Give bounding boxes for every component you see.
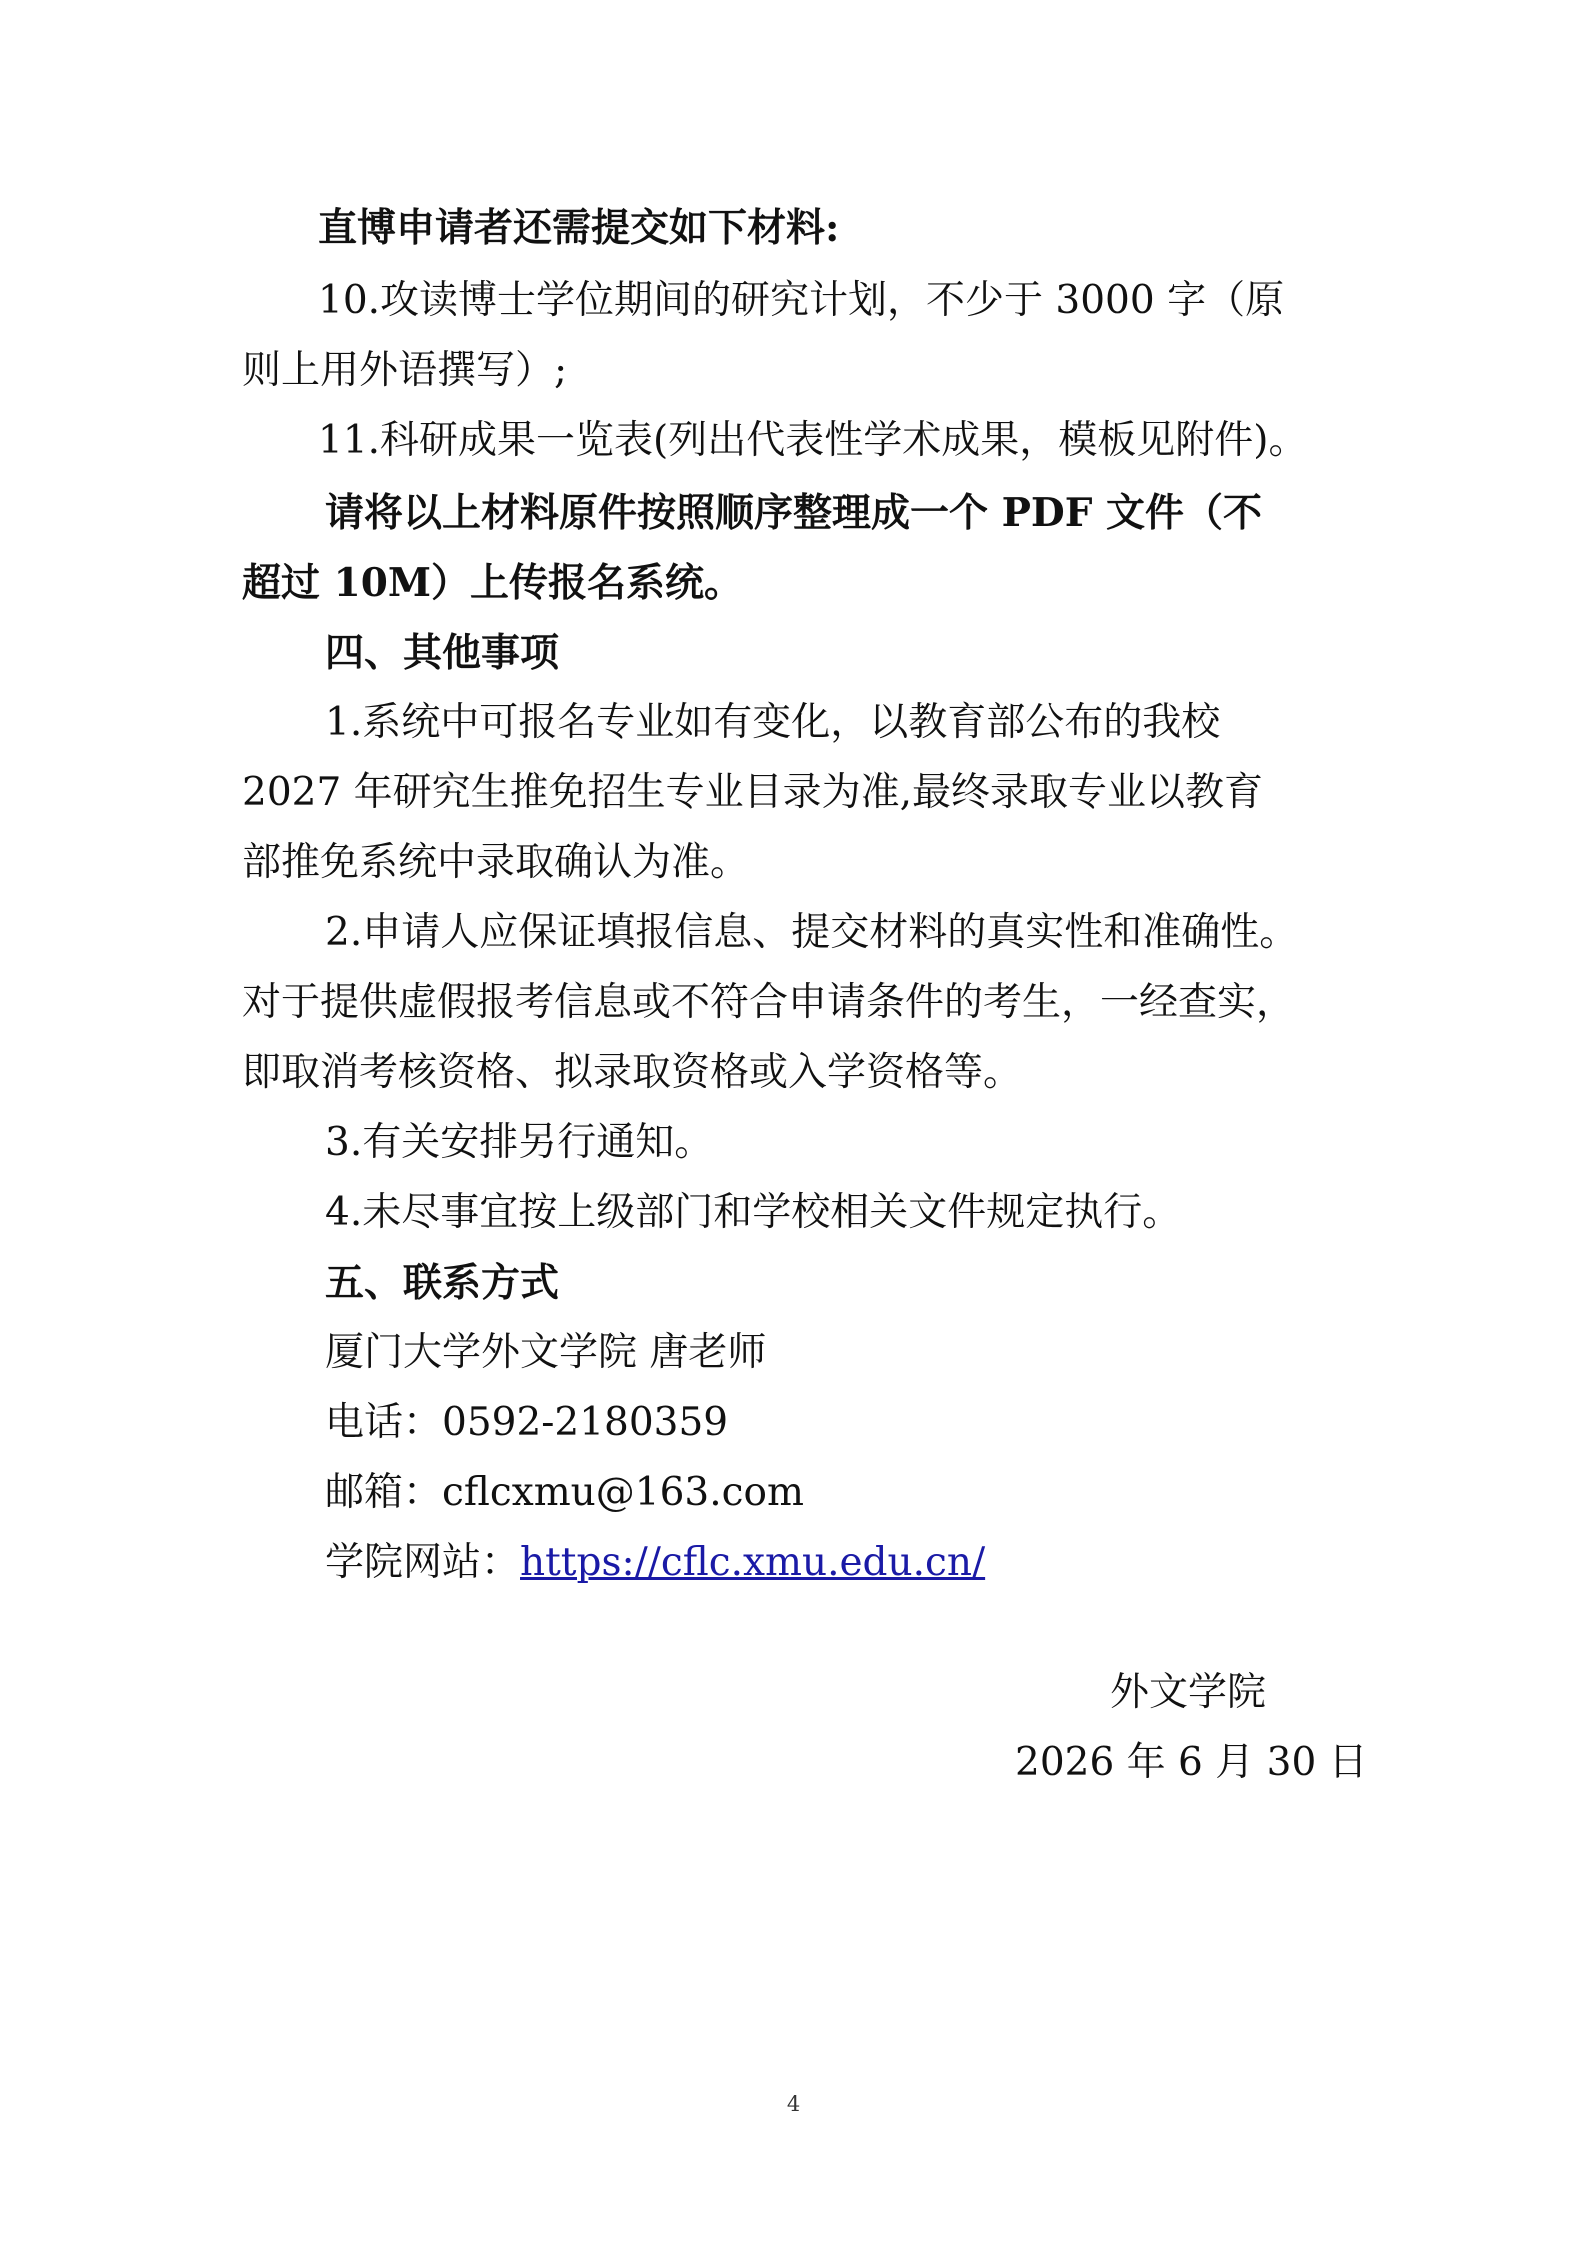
contact-phone: 电话：0592-2180359 [325, 1400, 729, 1445]
signature-date: 2026 年 6 月 30 日 [1015, 1740, 1368, 1785]
section-4-item-4: 4.未尽事宜按上级部门和学校相关文件规定执行。 [325, 1190, 1182, 1235]
item-11: 11.科研成果一览表(列出代表性学术成果，模板见附件)。 [318, 418, 1308, 463]
section-4-item-3: 3.有关安排另行通知。 [325, 1120, 714, 1165]
upload-instruction-line-1: 请将以上材料原件按照顺序整理成一个 PDF 文件（不 [325, 490, 1262, 536]
materials-heading: 直博申请者还需提交如下材料: [318, 205, 840, 251]
contact-website-link[interactable]: https://cflc.xmu.edu.cn/ [520, 1540, 986, 1585]
section-5-heading: 五、联系方式 [325, 1260, 560, 1306]
contact-website-label: 学院网站： [325, 1540, 521, 1585]
section-4-item-2-line-3: 即取消考核资格、拟录取资格或入学资格等。 [242, 1050, 1023, 1095]
contact-organization: 厦门大学外文学院 唐老师 [325, 1330, 767, 1375]
upload-instruction-line-2: 超过 10M）上传报名系统。 [242, 560, 744, 606]
page-number: 4 [786, 2092, 801, 2116]
section-4-item-2-line-2: 对于提供虚假报考信息或不符合申请条件的考生，一经查实， [242, 980, 1296, 1025]
item-10-line-2: 则上用外语撰写）; [242, 348, 568, 393]
section-4-item-2-line-1: 2.申请人应保证填报信息、提交材料的真实性和准确性。 [325, 910, 1299, 955]
section-4-item-1-line-2: 2027 年研究生推免招生专业目录为准,最终录取专业以教育 [242, 770, 1264, 815]
contact-website-row [325, 1538, 985, 1588]
signature-organization: 外文学院 [1110, 1670, 1267, 1715]
item-10-line-1: 10.攻读博士学位期间的研究计划，不少于 3000 字（原 [318, 278, 1285, 323]
contact-email: 邮箱：cflcxmu@163.com [325, 1470, 804, 1515]
section-4-item-1-line-3: 部推免系统中录取确认为准。 [242, 840, 750, 885]
section-4-item-1-line-1: 1.系统中可报名专业如有变化，以教育部公布的我校 [325, 700, 1221, 745]
section-4-heading: 四、其他事项 [325, 630, 560, 676]
